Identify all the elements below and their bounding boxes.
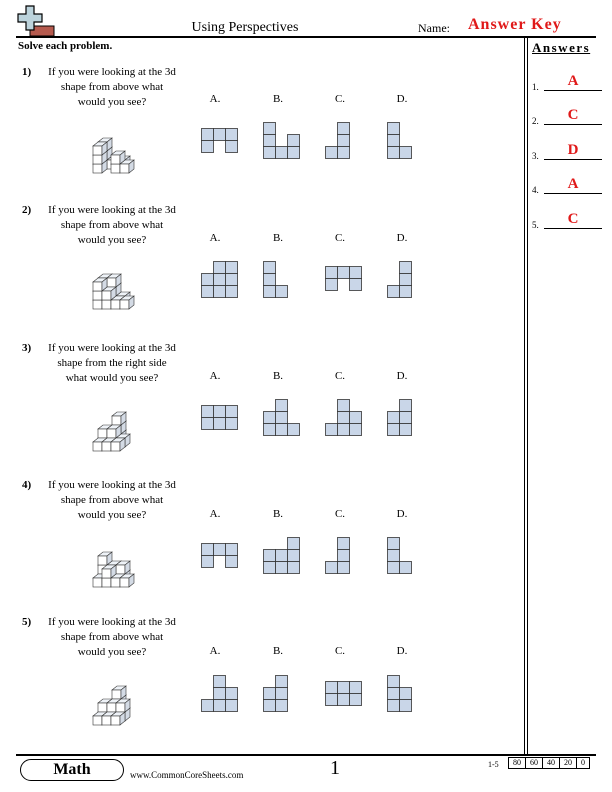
view-square [338,267,350,279]
answer-value: C [567,211,579,227]
page-number: 1 [330,757,340,779]
view-square [276,550,288,562]
view-square [276,412,288,424]
view-square [388,562,400,574]
option-label: D. [396,508,408,520]
answers-heading: Answers [532,40,591,55]
footer-rule [16,754,596,756]
problem-text [32,203,192,248]
view-square [350,267,362,279]
answer-value: A [567,73,579,89]
view-option [387,261,427,301]
problem-text-line: shape from the right side [57,357,167,369]
view-square [388,424,400,436]
score-cell: 0 [577,757,590,769]
view-option [201,543,241,573]
view-square [388,123,400,135]
view-square [400,262,412,274]
view-square [350,279,362,291]
answers-divider-left [524,36,525,754]
view-square [350,412,362,424]
option-label: C. [334,232,346,244]
view-square [400,412,412,424]
view-square [288,550,300,562]
view-option [263,261,303,301]
view-option [325,122,365,162]
option-label: C. [334,645,346,657]
view-square [276,676,288,688]
problem-text-line: shape from above what [60,219,164,231]
view-square [338,123,350,135]
view-square [400,400,412,412]
problem-text-line: If you were looking at the 3d [48,479,176,491]
view-square [338,400,350,412]
view-option [263,675,303,715]
problem-number: 4) [22,479,32,491]
view-square [338,412,350,424]
option-label: B. [272,508,284,520]
view-square [264,412,276,424]
view-square [264,123,276,135]
option-label: C. [334,508,346,520]
view-square [202,141,214,153]
view-square [288,538,300,550]
score-cell: 40 [543,757,560,769]
view-square [338,424,350,436]
answer-line [544,124,602,125]
view-square [338,694,350,706]
problem-text [32,341,192,386]
view-square [214,262,226,274]
view-square [326,267,338,279]
problem-number: 2) [22,204,32,216]
view-square [388,676,400,688]
view-square [388,286,400,298]
view-square [326,682,338,694]
answer-key-label: Answer Key [468,16,562,33]
view-square [288,424,300,436]
view-square [226,700,238,712]
problem-text-line: what would you see? [65,372,159,384]
view-option [387,399,427,439]
problem-text-line: If you were looking at the 3d [48,204,176,216]
answer-row [532,141,602,161]
view-square [388,147,400,159]
cube-figure [88,532,148,582]
view-square [350,424,362,436]
cube [116,699,130,712]
option-label: A. [209,232,221,244]
view-option [263,399,303,439]
view-square [326,279,338,291]
score-cell: 60 [526,757,543,769]
view-square [202,406,214,418]
answer-number: 3. [532,151,539,161]
view-square [276,700,288,712]
view-square [226,418,238,430]
view-square [400,147,412,159]
view-square [388,550,400,562]
view-square [338,550,350,562]
view-square [276,400,288,412]
view-option [201,675,241,715]
view-option [387,675,427,715]
view-square [226,141,238,153]
view-square [400,286,412,298]
cube [111,712,125,725]
view-square [326,694,338,706]
answer-value: D [567,142,579,158]
option-label: C. [334,93,346,105]
answer-row [532,106,602,126]
view-square [214,274,226,286]
option-label: A. [209,508,221,520]
cube [112,686,126,699]
cube-figure [88,254,148,306]
cube [107,274,121,287]
view-square [350,694,362,706]
view-square [226,556,238,568]
view-square [226,274,238,286]
score-cell: 80 [508,757,526,769]
option-label: B. [272,645,284,657]
view-square [214,676,226,688]
problem-text-line: shape from above what [60,631,164,643]
view-option [387,537,427,577]
view-option [201,261,241,301]
view-square [264,135,276,147]
view-square [264,286,276,298]
view-square [288,562,300,574]
answer-number: 1. [532,82,539,92]
answer-line [544,228,602,229]
cube [93,278,107,291]
answer-line [544,90,602,91]
view-square [264,700,276,712]
view-option [263,537,303,577]
view-square [264,262,276,274]
answer-value: C [567,107,579,123]
problem-text-line: would you see? [77,646,147,658]
view-square [400,700,412,712]
view-option [325,266,365,296]
view-square [338,682,350,694]
view-square [338,147,350,159]
cube [93,142,107,155]
view-square [288,135,300,147]
cube [112,412,126,425]
problem-text-line: shape from above what [60,494,164,506]
score-range: 1-5 [488,760,499,769]
view-square [400,688,412,700]
view-square [264,550,276,562]
cube [120,296,134,309]
answer-line [544,159,602,160]
instructions: Solve each problem. [18,40,113,52]
view-square [388,700,400,712]
option-label: D. [396,93,408,105]
view-square [350,682,362,694]
option-label: A. [209,645,221,657]
view-square [202,700,214,712]
view-square [226,129,238,141]
view-square [202,556,214,568]
cube [116,561,130,574]
view-square [202,286,214,298]
view-square [388,538,400,550]
view-square [388,688,400,700]
problem-number: 3) [22,342,32,354]
answer-row [532,210,602,230]
view-square [214,129,226,141]
view-square [214,544,226,556]
view-option [263,122,303,162]
view-square [326,424,338,436]
problem-text [32,478,192,523]
answer-row [532,72,602,92]
cube [111,151,125,164]
answer-number: 2. [532,116,539,126]
problem-number: 1) [22,66,32,78]
answer-number: 5. [532,220,539,230]
header-rule [16,36,596,38]
view-square [226,286,238,298]
problem-text-line: If you were looking at the 3d [48,616,176,628]
answer-row [532,175,602,195]
cube-figure [88,670,148,720]
page-title: Using Perspectives [191,20,299,35]
view-square [214,418,226,430]
view-square [276,688,288,700]
cube [120,574,134,587]
view-option [325,537,365,577]
view-square [326,147,338,159]
view-square [264,424,276,436]
name-label: Name: [418,21,450,35]
cube [98,552,112,565]
problem-text-line: would you see? [77,509,147,521]
problem-text-line: If you were looking at the 3d [48,66,176,78]
cube-figure [88,118,148,168]
cube [111,438,125,451]
option-label: A. [209,93,221,105]
view-square [388,412,400,424]
view-square [338,538,350,550]
view-square [276,147,288,159]
view-square [388,135,400,147]
view-square [202,544,214,556]
view-square [226,262,238,274]
score-cell: 20 [560,757,577,769]
view-square [264,274,276,286]
option-label: D. [396,232,408,244]
view-square [276,424,288,436]
view-square [264,562,276,574]
view-option [201,128,241,158]
problem-text-line: shape from above what [60,81,164,93]
view-square [226,688,238,700]
cube [107,425,121,438]
problem-text-line: If you were looking at the 3d [48,342,176,354]
problem-text-line: would you see? [77,96,147,108]
view-square [276,562,288,574]
view-square [214,688,226,700]
problem-number: 5) [22,616,32,628]
view-square [276,286,288,298]
view-square [400,274,412,286]
view-square [226,406,238,418]
view-square [264,688,276,700]
view-option [325,399,365,439]
view-square [288,147,300,159]
view-square [226,544,238,556]
footer-url: www.CommonCoreSheets.com [130,770,244,780]
cube [102,565,116,578]
view-square [202,274,214,286]
view-square [214,700,226,712]
view-square [400,562,412,574]
view-option [387,122,427,162]
view-square [338,135,350,147]
view-square [202,129,214,141]
answer-value: A [567,176,579,192]
answer-number: 4. [532,185,539,195]
problem-text [32,615,192,660]
option-label: B. [272,93,284,105]
view-square [264,147,276,159]
option-label: B. [272,370,284,382]
view-square [400,424,412,436]
view-square [202,418,214,430]
subject-badge: Math [20,759,124,781]
option-label: A. [209,370,221,382]
view-option [201,405,241,435]
view-square [214,406,226,418]
view-square [338,562,350,574]
option-label: C. [334,370,346,382]
answers-divider-right [527,36,528,754]
problem-text [32,65,192,110]
answer-line [544,193,602,194]
view-square [326,562,338,574]
option-label: D. [396,370,408,382]
option-label: D. [396,645,408,657]
cube-figure [88,396,148,444]
view-option [325,681,365,711]
option-label: B. [272,232,284,244]
problem-text-line: would you see? [77,234,147,246]
view-square [214,286,226,298]
score-table [508,757,590,769]
